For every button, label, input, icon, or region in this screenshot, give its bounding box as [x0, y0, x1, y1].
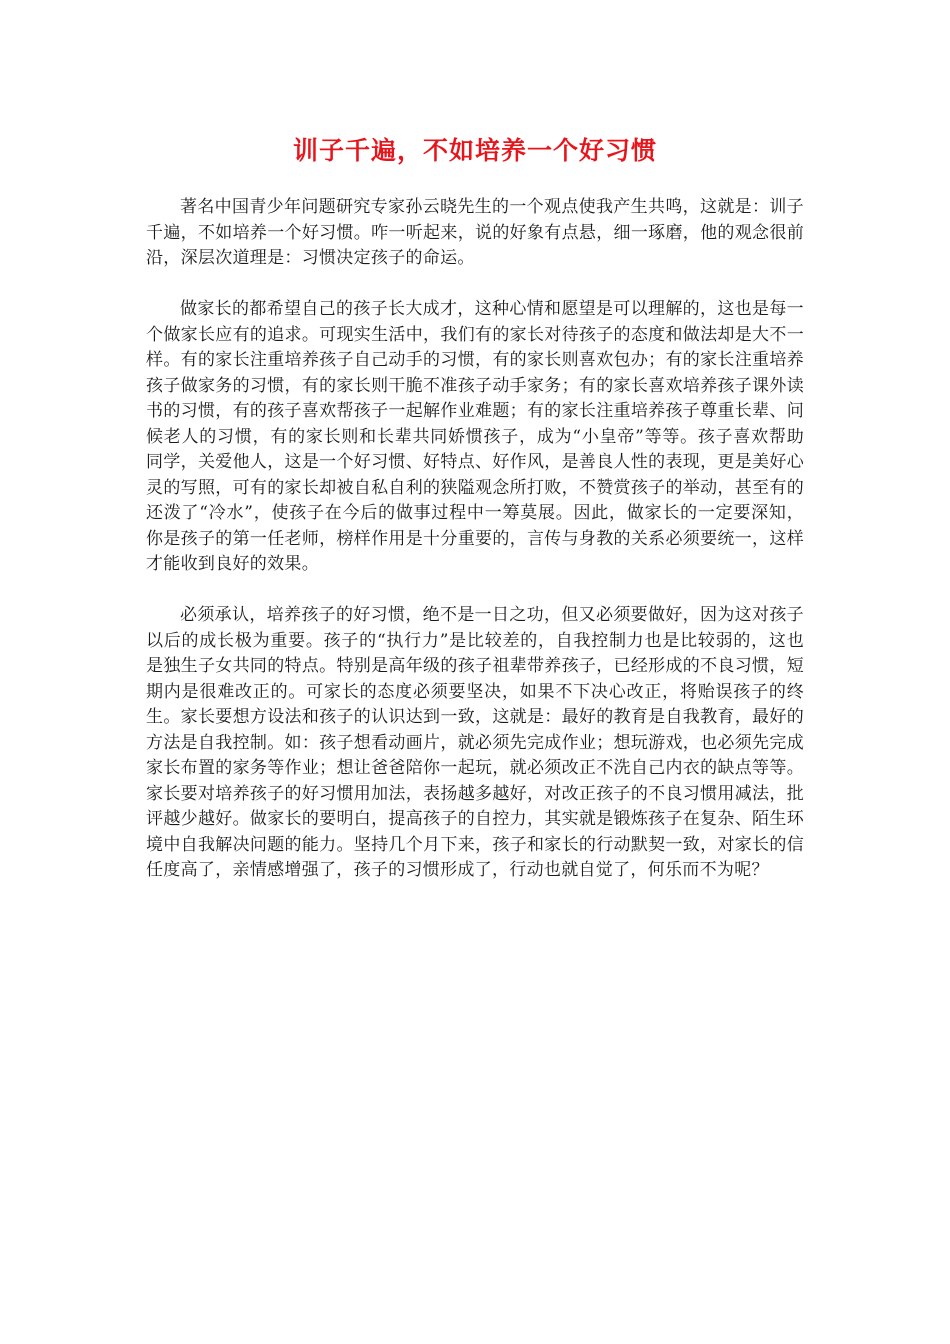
paragraph-2: 做家长的都希望自己的孩子长大成才，这种心情和愿望是可以理解的，这也是每一个做家长应有的追求。可现实生活中，我们有的家长对待孩子的态度和做法却是大不一样。有的家长注重培养孩子自己动手的习惯，有的家长则喜欢包办；有的家长注重培养孩子做家务的习惯，有的家长则干脆不准孩子动手家务；有的家长喜欢培养孩子课外读书的习惯，有的孩子喜欢帮孩子一起解作业难题；有的家长注重培养孩子尊重长辈、问候老人的习惯，有的家长则和长辈共同娇惯孩子，成为“小皇帝”等等。孩子喜欢帮助同学，关爱他人，这是一个好习惯、好特点、好作风，是善良人性的表现，更是美好心灵的写照，可有的家长却被自私自利的狭隘观念所打败，不赞赏孩子的举动，甚至有的还泼了“冷水”，使孩子在今后的做事过程中一筹莫展。因此，做家长的一定要深知，你是孩子的第一任老师，榜样作用是十分重要的，言传与身教的关系必须要统一，这样才能收到良好的效果。: [146, 299, 804, 574]
document-body: [146, 195, 804, 909]
document-title: 训子千遍，不如培养一个好习惯: [292, 136, 657, 165]
paragraph-1: 著名中国青少年问题研究专家孙云晓先生的一个观点使我产生共鸣，这就是：训子千遍，不如培养一个好习惯。咋一听起来，说的好象有点悬，细一琢磨，他的观念很前沿，深层次道理是：习惯决定孩子的命运。: [146, 197, 804, 268]
paragraph-3: 必须承认，培养孩子的好习惯，绝不是一日之功，但又必须要做好，因为这对孩子以后的成长极为重要。孩子的“执行力”是比较差的，自我控制力也是比较弱的，这也是独生子女共同的特点。特别是高年级的孩子祖辈带养孩子，已经形成的不良习惯，短期内是很难改正的。可家长的态度必须要坚决，如果不下决心改正，将贻误孩子的终生。家长要想方设法和孩子的认识达到一致，这就是：最好的教育是自我教育，最好的方法是自我控制。如：孩子想看动画片，就必须先完成作业；想玩游戏，也必须先完成家长布置的家务等作业；想让爸爸陪你一起玩，就必须改正不洗自己内衣的缺点等等。家长要对培养孩子的好习惯用加法，表扬越多越好，对改正孩子的不良习惯用减法，批评越少越好。做家长的要明白，提高孩子的自控力，其实就是锻炼孩子在复杂、陌生环境中自我解决问题的能力。坚持几个月下来，孩子和家长的行动默契一致，对家长的信任度高了，亲情感增强了，孩子的习惯形成了，行动也就自觉了，何乐而不为呢？: [146, 605, 804, 880]
